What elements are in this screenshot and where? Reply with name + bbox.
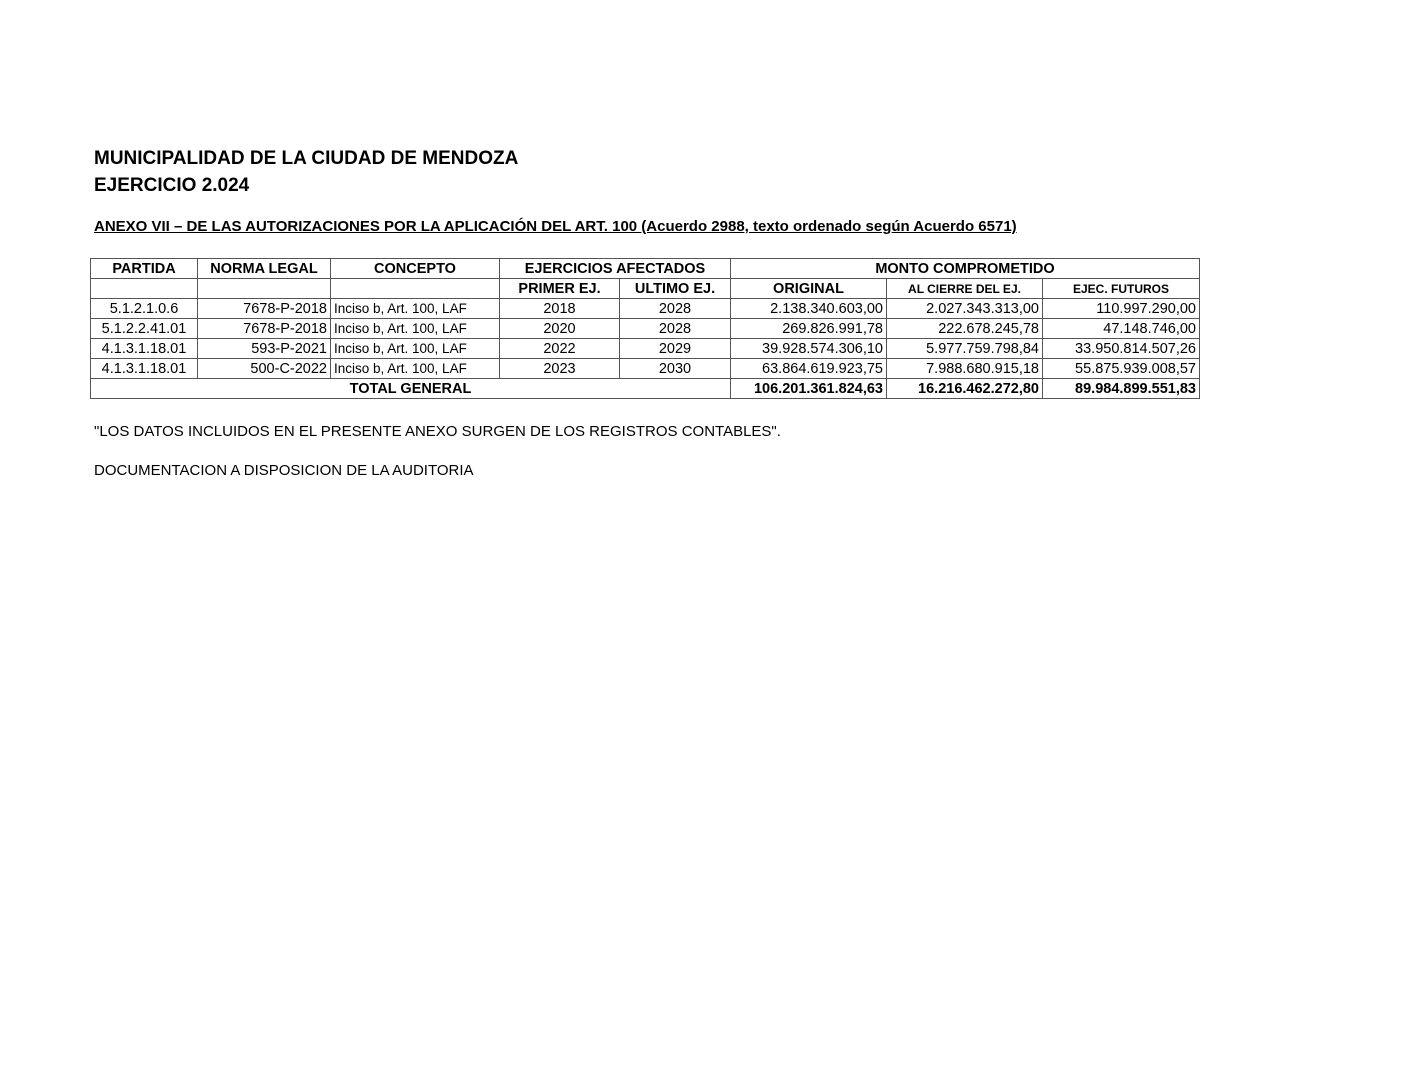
cell-ejec-futuros: 47.148.746,00	[1043, 319, 1200, 339]
cell-ultimo-ej: 2029	[620, 339, 731, 359]
cell-norma-legal: 7678-P-2018	[198, 299, 331, 319]
cell-primer-ej: 2018	[500, 299, 620, 319]
table-row	[91, 339, 1200, 359]
cell-ultimo-ej: 2030	[620, 359, 731, 379]
cell-partida: 5.1.2.1.0.6	[91, 299, 198, 319]
cell-concepto: Inciso b, Art. 100, LAF	[331, 339, 500, 359]
cell-al-cierre: 7.988.680.915,18	[887, 359, 1043, 379]
cell-original: 2.138.340.603,00	[731, 299, 887, 319]
header-norma-legal: NORMA LEGAL	[198, 259, 331, 279]
table-row	[91, 359, 1200, 379]
total-label: TOTAL GENERAL	[91, 379, 731, 399]
page-title: MUNICIPALIDAD DE LA CIUDAD DE MENDOZA	[94, 148, 519, 169]
header-partida: PARTIDA	[91, 259, 198, 279]
cell-norma-legal: 7678-P-2018	[198, 319, 331, 339]
table-row	[91, 319, 1200, 339]
cell-ejec-futuros: 110.997.290,00	[1043, 299, 1200, 319]
cell-al-cierre: 5.977.759.798,84	[887, 339, 1043, 359]
header-ultimo-ej: ULTIMO EJ.	[620, 279, 731, 299]
cell-concepto: Inciso b, Art. 100, LAF	[331, 299, 500, 319]
header-primer-ej: PRIMER EJ.	[500, 279, 620, 299]
cell-norma-legal: 593-P-2021	[198, 339, 331, 359]
header-concepto: CONCEPTO	[331, 259, 500, 279]
cell-ultimo-ej: 2028	[620, 299, 731, 319]
cell-al-cierre: 2.027.343.313,00	[887, 299, 1043, 319]
cell-concepto: Inciso b, Art. 100, LAF	[331, 359, 500, 379]
commitments-table	[90, 258, 1200, 399]
cell-partida: 4.1.3.1.18.01	[91, 339, 198, 359]
cell-ejec-futuros: 55.875.939.008,57	[1043, 359, 1200, 379]
header-blank-cell	[198, 279, 331, 299]
cell-primer-ej: 2022	[500, 339, 620, 359]
header-blank-cell	[91, 279, 198, 299]
cell-primer-ej: 2020	[500, 319, 620, 339]
header-ejercicios-afectados: EJERCICIOS AFECTADOS	[500, 259, 731, 279]
cell-concepto: Inciso b, Art. 100, LAF	[331, 319, 500, 339]
header-al-cierre: AL CIERRE DEL EJ.	[887, 279, 1043, 299]
audit-note: DOCUMENTACION A DISPOSICION DE LA AUDITORIA	[94, 462, 474, 479]
cell-norma-legal: 500-C-2022	[198, 359, 331, 379]
cell-al-cierre: 222.678.245,78	[887, 319, 1043, 339]
header-original: ORIGINAL	[731, 279, 887, 299]
table-row	[91, 299, 1200, 319]
total-row	[91, 379, 1200, 399]
cell-original: 63.864.619.923,75	[731, 359, 887, 379]
cell-original: 39.928.574.306,10	[731, 339, 887, 359]
cell-original: 269.826.991,78	[731, 319, 887, 339]
header-ejec-futuros: EJEC. FUTUROS	[1043, 279, 1200, 299]
cell-ultimo-ej: 2028	[620, 319, 731, 339]
total-ejec-futuros: 89.984.899.551,83	[1043, 379, 1200, 399]
cell-primer-ej: 2023	[500, 359, 620, 379]
header-monto-comprometido: MONTO COMPROMETIDO	[731, 259, 1200, 279]
records-note: "LOS DATOS INCLUIDOS EN EL PRESENTE ANEXO SURGEN DE LOS REGISTROS CONTABLES".	[94, 423, 781, 440]
header-blank-cell	[331, 279, 500, 299]
annex-title: ANEXO VII – DE LAS AUTORIZACIONES POR LA APLICACIÓN DEL ART. 100 (Acuerdo 2988, texto ordenado según Acuerdo 6571)	[94, 218, 1017, 235]
fiscal-year-subtitle: EJERCICIO 2.024	[94, 175, 250, 196]
total-al-cierre: 16.216.462.272,80	[887, 379, 1043, 399]
cell-partida: 5.1.2.2.41.01	[91, 319, 198, 339]
total-original: 106.201.361.824,63	[731, 379, 887, 399]
cell-ejec-futuros: 33.950.814.507,26	[1043, 339, 1200, 359]
header-row-2	[91, 279, 1200, 299]
header-row-1	[91, 259, 1200, 279]
cell-partida: 4.1.3.1.18.01	[91, 359, 198, 379]
